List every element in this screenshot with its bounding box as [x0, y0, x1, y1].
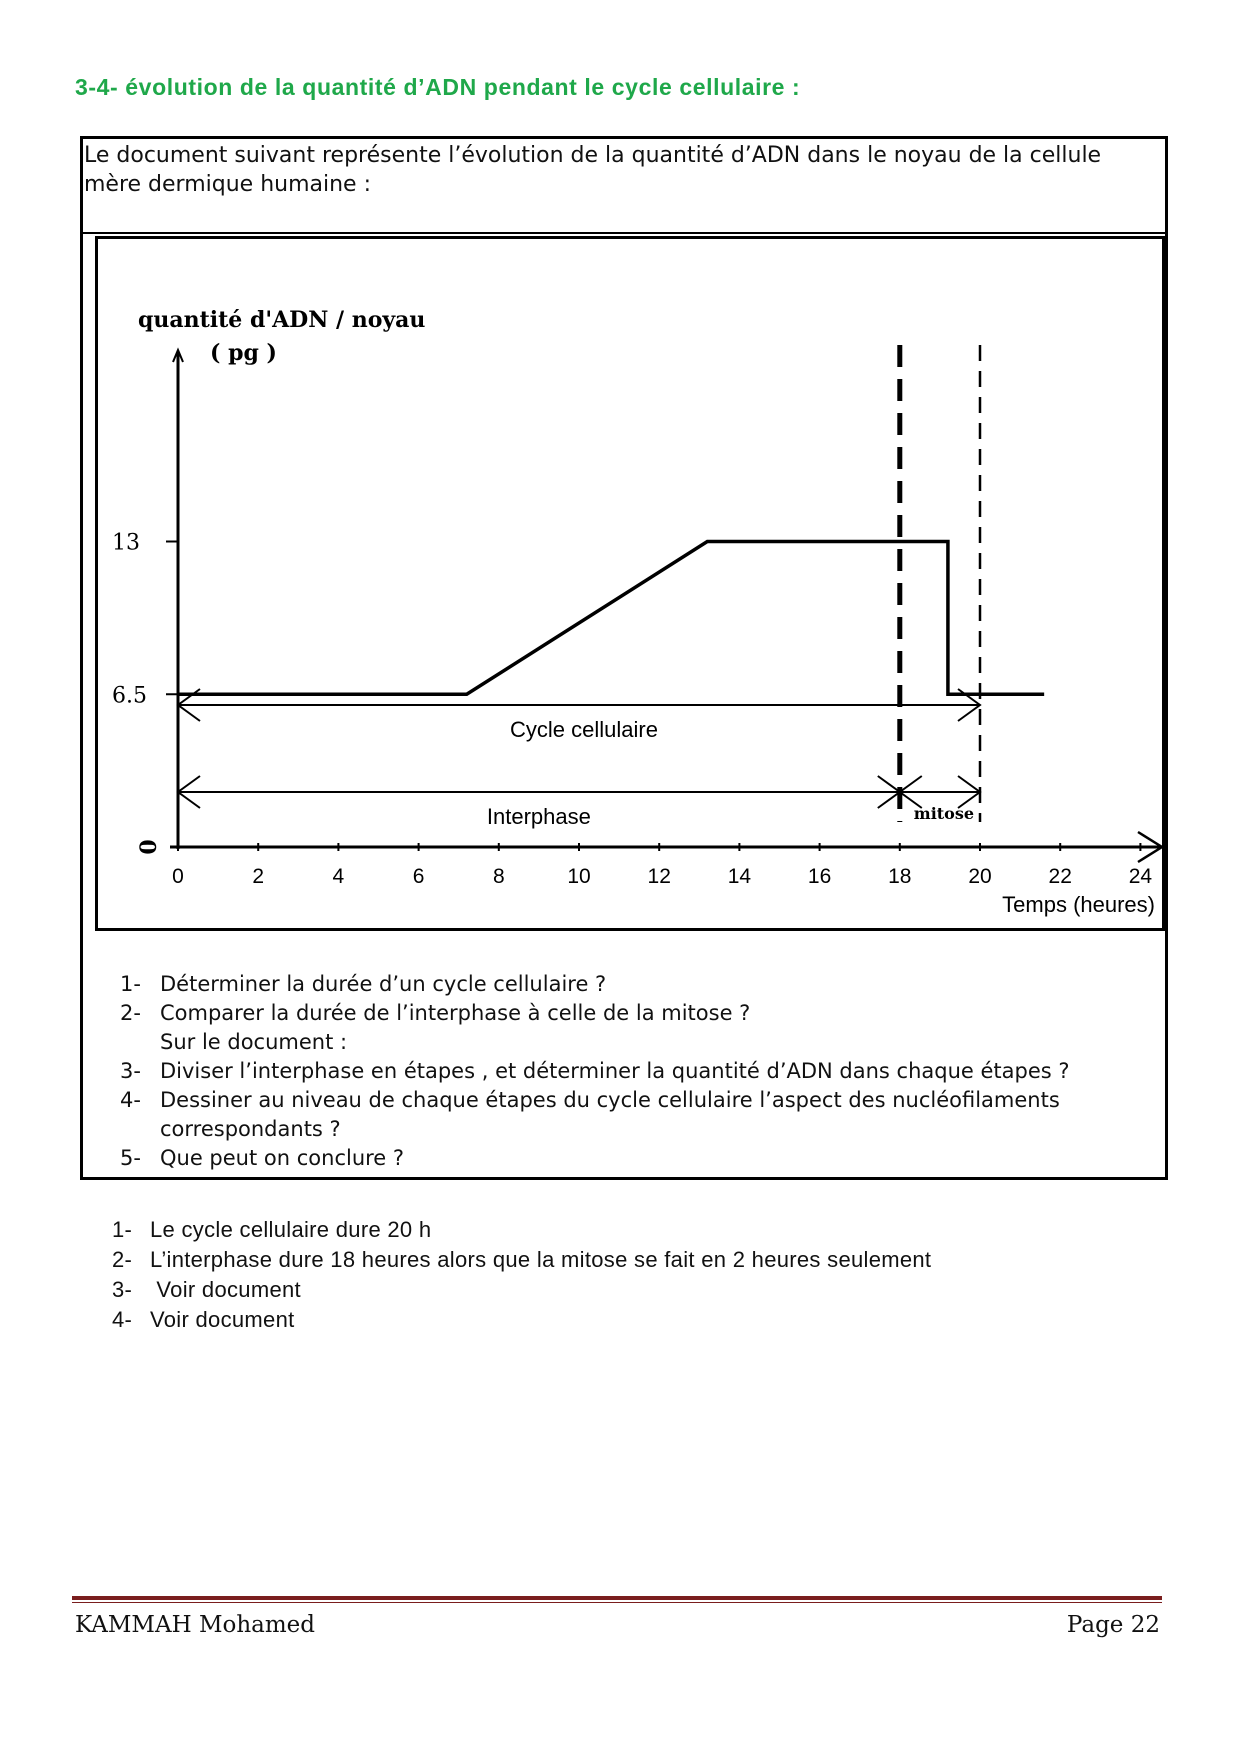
footer-author: KAMMAH Mohamed [75, 1612, 316, 1638]
question-item [120, 1057, 1150, 1086]
question-item [120, 999, 1150, 1028]
y-axis-unit: ( pg ) [210, 340, 277, 366]
answer-item [112, 1215, 931, 1245]
x-tick-label: 10 [567, 865, 591, 888]
questions-list [120, 970, 1150, 1173]
x-tick-label: 6 [412, 865, 425, 888]
x-axis-label: Temps (heures) [1002, 892, 1155, 917]
answer-number: 3- [112, 1277, 133, 1302]
answer-text: Le cycle cellulaire dure 20 h [150, 1217, 432, 1242]
x-tick-label: 2 [252, 865, 265, 888]
question-item [120, 1028, 1150, 1057]
question-text: Que peut on conclure ? [160, 1146, 405, 1170]
answer-text: L’interphase dure 18 heures alors que la mitose se fait en 2 heures seulement [150, 1247, 932, 1272]
x-tick-label: 4 [332, 865, 345, 888]
answers-list [112, 1215, 931, 1335]
y-tick-label: 0 [136, 839, 162, 855]
question-text: Sur le document : [160, 1030, 348, 1054]
question-number: 5- [120, 1146, 141, 1170]
answer-text: Voir document [150, 1307, 295, 1332]
answer-item [112, 1305, 931, 1335]
question-text: Dessiner au niveau de chaque étapes du cycle cellulaire l’aspect des nucléofilaments correspondants ? [160, 1088, 1060, 1141]
question-item [120, 1086, 1150, 1144]
answer-item [112, 1245, 931, 1275]
y-tick-label: 6.5 [112, 683, 147, 709]
x-tick-label: 12 [647, 865, 671, 888]
x-tick-label: 18 [888, 865, 912, 888]
answer-number: 2- [112, 1247, 133, 1272]
interval-label: mitose [913, 804, 975, 823]
interval-label: Interphase [486, 804, 591, 829]
document-intro: Le document suivant représente l’évolution de la quantité d’ADN dans le noyau de la cellule mère dermique humaine : [84, 143, 1102, 197]
question-text: Déterminer la durée d’un cycle cellulaire ? [160, 972, 607, 996]
x-tick-label: 24 [1128, 865, 1153, 888]
question-number: 3- [120, 1059, 141, 1083]
answer-number: 1- [112, 1217, 133, 1242]
x-tick-label: 0 [172, 865, 184, 888]
answer-item [112, 1275, 931, 1305]
x-tick-label: 14 [727, 865, 752, 888]
footer-rule-thin [72, 1602, 1162, 1603]
question-text: Diviser l’interphase en étapes , et déterminer la quantité d’ADN dans chaque étapes ? [160, 1059, 1070, 1083]
dna-curve [178, 542, 1044, 695]
answer-number: 4- [112, 1307, 133, 1332]
question-item [120, 1144, 1150, 1173]
question-number: 1- [120, 972, 141, 996]
footer-page-number: Page 22 [1066, 1612, 1160, 1638]
y-tick-label: 13 [112, 530, 140, 556]
interval-label: Cycle cellulaire [510, 717, 658, 742]
question-number: 2- [120, 1001, 141, 1025]
y-axis-label: quantité d'ADN / noyau [138, 307, 426, 333]
question-item [120, 970, 1150, 999]
x-tick-label: 8 [492, 865, 505, 888]
x-tick-label: 22 [1048, 865, 1072, 888]
section-title: 3-4- évolution de la quantité d’ADN pendant le cycle cellulaire : [75, 74, 801, 100]
x-tick-label: 20 [968, 865, 992, 888]
footer-rule [72, 1596, 1162, 1600]
question-number: 4- [120, 1088, 141, 1112]
answer-text: Voir document [150, 1277, 301, 1302]
x-tick-label: 16 [807, 865, 832, 888]
question-text: Comparer la durée de l’interphase à celle de la mitose ? [160, 1001, 751, 1025]
